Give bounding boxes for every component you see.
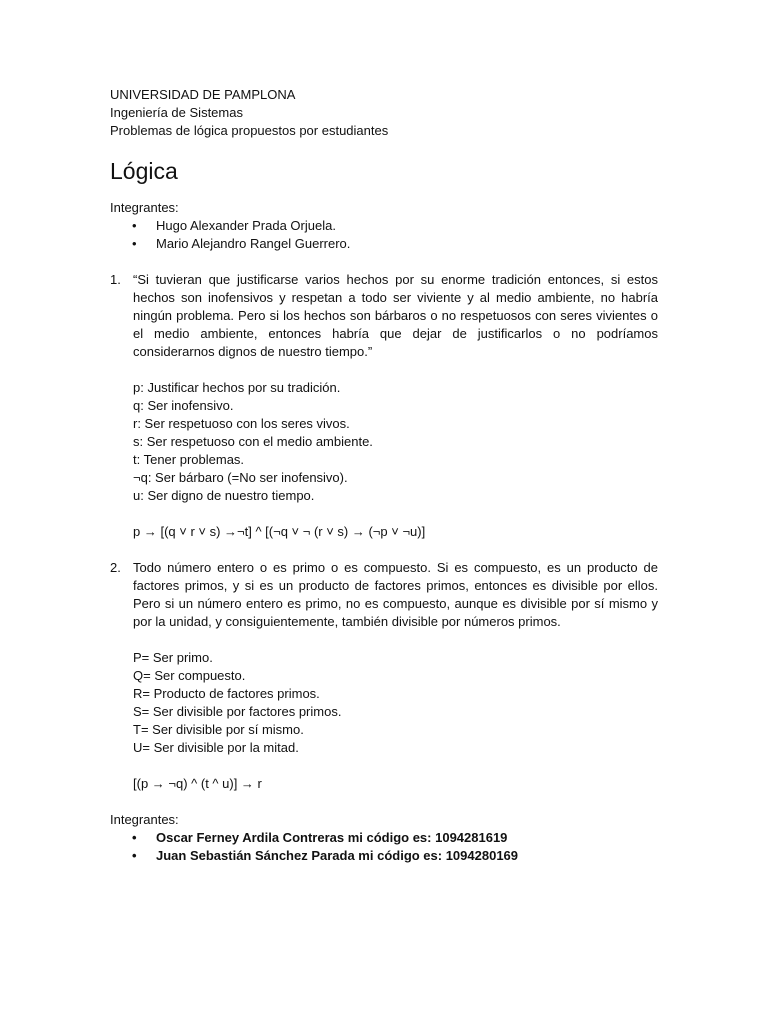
problem-number: 1. — [110, 272, 121, 287]
member-name: Juan Sebastián Sánchez Parada mi código es: 1094280169 — [156, 848, 519, 863]
member-item — [110, 847, 658, 865]
members-label: Integrantes: — [110, 200, 179, 215]
members-label: Integrantes: — [110, 812, 179, 827]
logic-formula: [(p → ¬q) ^ (t ^ u)] → r — [133, 776, 262, 791]
definition-item: q: Ser inofensivo. — [133, 398, 234, 413]
proposition-definitions — [133, 379, 658, 505]
members-section-1 — [110, 199, 658, 253]
program-name: Ingeniería de Sistemas — [110, 105, 243, 120]
member-name: Hugo Alexander Prada Orjuela. — [156, 218, 336, 233]
definition-item: s: Ser respetuoso con el medio ambiente. — [133, 434, 373, 449]
definition-item: u: Ser digno de nuestro tiempo. — [133, 488, 315, 503]
definition-item: t: Tener problemas. — [133, 452, 245, 467]
definition-item: Q= Ser compuesto. — [133, 668, 246, 683]
members-list — [110, 829, 658, 865]
document-subtitle: Problemas de lógica propuestos por estudiantes — [110, 123, 389, 138]
definition-item: T= Ser divisible por sí mismo. — [133, 722, 304, 737]
proposition-definitions — [133, 649, 658, 757]
document-page — [110, 86, 658, 865]
bullet-icon: • — [132, 830, 137, 845]
bullet-icon: • — [132, 236, 137, 251]
member-item — [110, 235, 658, 253]
members-list — [110, 217, 658, 253]
problem-number: 2. — [110, 560, 121, 575]
bullet-icon: • — [132, 848, 137, 863]
problem-1 — [110, 271, 658, 541]
definition-item: r: Ser respetuoso con los seres vivos. — [133, 416, 350, 431]
member-item — [110, 217, 658, 235]
university-name: UNIVERSIDAD DE PAMPLONA — [110, 87, 296, 102]
document-title: Lógica — [110, 158, 178, 184]
bullet-icon: • — [132, 218, 137, 233]
member-name: Oscar Ferney Ardila Contreras mi código es: 1094281619 — [156, 830, 508, 845]
definition-item: P= Ser primo. — [133, 650, 213, 665]
logic-formula: p → [(q ˅ r ˅ s) →¬t] ^ [(¬q ˅ ¬ (r ˅ s) → (¬p ˅ ¬u)] — [133, 524, 426, 539]
definition-item: U= Ser divisible por la mitad. — [133, 740, 299, 755]
members-section-2 — [110, 811, 658, 865]
problem-statement: Todo número entero o es primo o es compuesto. Si es compuesto, es un producto de factores primos, y si es un producto de factores primos, entonces es divisible por ellos. Pero si un número entero es primo, no es compuesto, aunque es divisible por sí mismo y por la unidad, y consiguientemente, también divisible por números primos. — [133, 560, 658, 629]
document-header — [110, 86, 658, 140]
problem-2 — [110, 559, 658, 793]
definition-item: R= Producto de factores primos. — [133, 686, 320, 701]
definition-item: S= Ser divisible por factores primos. — [133, 704, 342, 719]
definition-item: p: Justificar hechos por su tradición. — [133, 380, 341, 395]
member-name: Mario Alejandro Rangel Guerrero. — [156, 236, 351, 251]
definition-item: ¬q: Ser bárbaro (=No ser inofensivo). — [133, 470, 348, 485]
problem-statement: “Si tuvieran que justificarse varios hechos por su enorme tradición entonces, si estos hechos son inofensivos y respetan a todo ser viviente y al medio ambiente, no habría ningún problema. Pero si los hechos son bárbaros o no respetuosos con seres vivientes o el medio ambiente, entonces habría que dejar de justificarlos o no podríamos considerarnos dignos de nuestro tiempo.” — [133, 272, 658, 359]
member-item — [110, 829, 658, 847]
